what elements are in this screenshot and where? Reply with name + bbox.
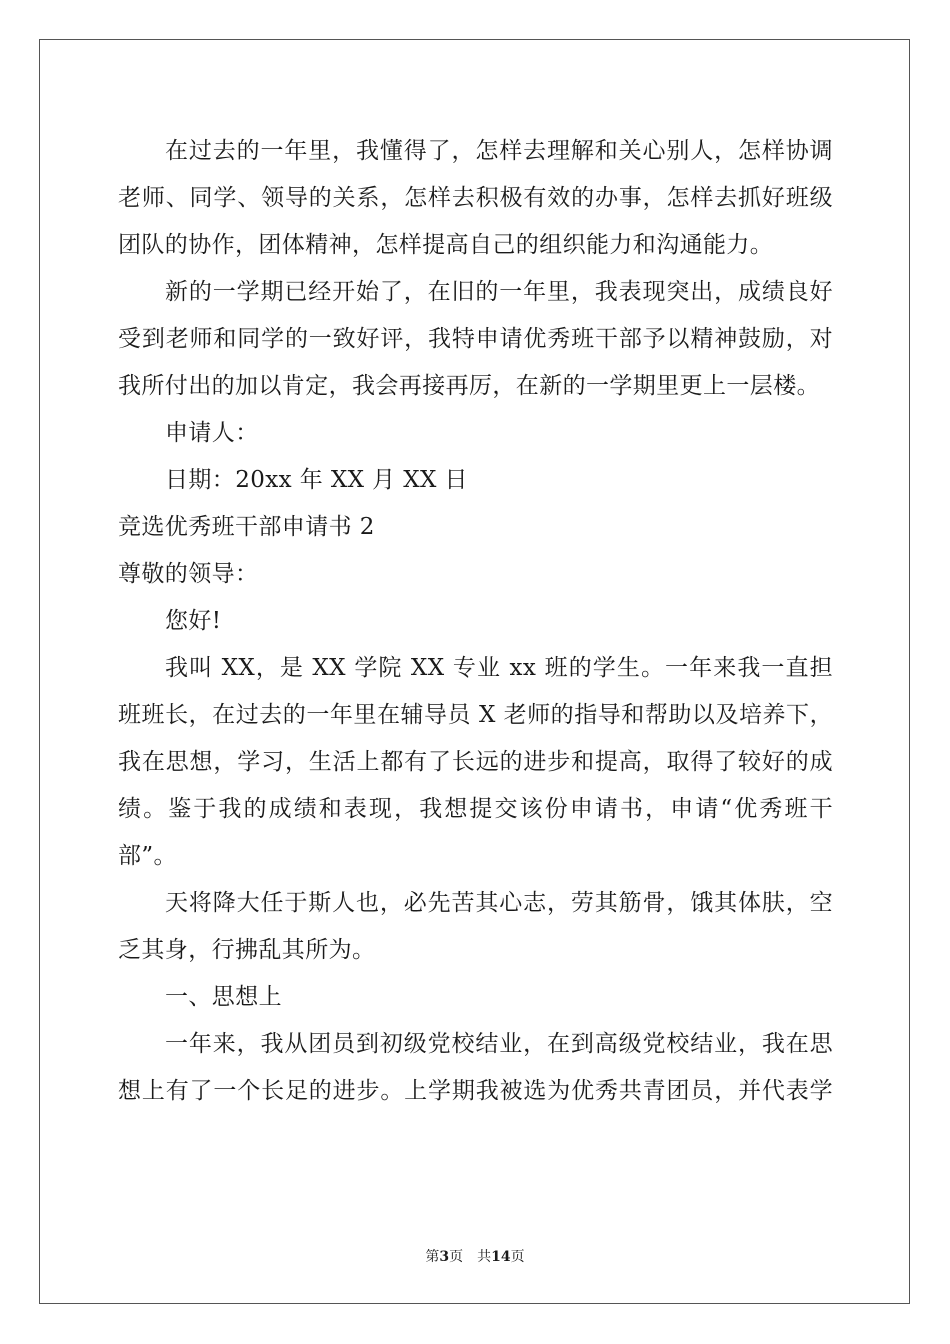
total-unit: 页 [510,1249,525,1265]
text-line: 在过去的一年里，我懂得了，怎样去理解和关心别人，怎样协调 [165,138,833,164]
greeting: 您好! [165,608,222,634]
text-line: 部”。 [118,843,177,869]
text-line: 班班长，在过去的一年里在辅导员 X 老师的指导和帮助以及培养下， [118,702,833,728]
text-line: 受到老师和同学的一致好评，我特申请优秀班干部予以精神鼓励，对 [118,326,833,352]
page-footer [0,1248,950,1266]
text-line: 我所付出的加以肯定，我会再接再厉，在新的一学期里更上一层楼。 [118,373,820,399]
text-line: 我叫 XX，是 XX 学院 XX 专业 xx 班的学生。一年来我一直担 [165,655,833,681]
text-line: 想上有了一个长足的进步。上学期我被选为优秀共青团员，并代表学 [118,1078,833,1104]
applicant-label: 申请人： [165,420,259,446]
page-unit: 页 [449,1249,464,1265]
text-line: 老师、同学、领导的关系，怎样去积极有效的办事，怎样去抓好班级 [118,185,833,211]
page-total: 14 [491,1249,511,1265]
date-line: 日期：20xx 年 XX 月 XX 日 [165,467,468,493]
subsection-heading: 一、思想上 [165,984,282,1010]
page-current: 3 [439,1249,450,1265]
text-line: 我在思想，学习，生活上都有了长远的进步和提高，取得了较好的成 [118,749,833,775]
text-line: 新的一学期已经开始了，在旧的一年里，我表现突出，成绩良好 [165,279,833,305]
text-line: 一年来，我从团员到初级党校结业，在到高级党校结业，我在思 [165,1031,833,1057]
page-prefix: 第 [425,1249,440,1265]
salutation: 尊敬的领导： [118,561,259,587]
total-prefix: 共 [477,1249,492,1265]
text-line: 绩。鉴于我的成绩和表现，我想提交该份申请书，申请“优秀班干 [118,796,833,822]
text-line: 天将降大任于斯人也，必先苦其心志，劳其筋骨，饿其体肤，空 [165,890,833,916]
section-title: 竞选优秀班干部申请书 2 [118,514,375,540]
text-line: 乏其身，行拂乱其所为。 [118,937,376,963]
text-line: 团队的协作，团体精神，怎样提高自己的组织能力和沟通能力。 [118,232,774,258]
